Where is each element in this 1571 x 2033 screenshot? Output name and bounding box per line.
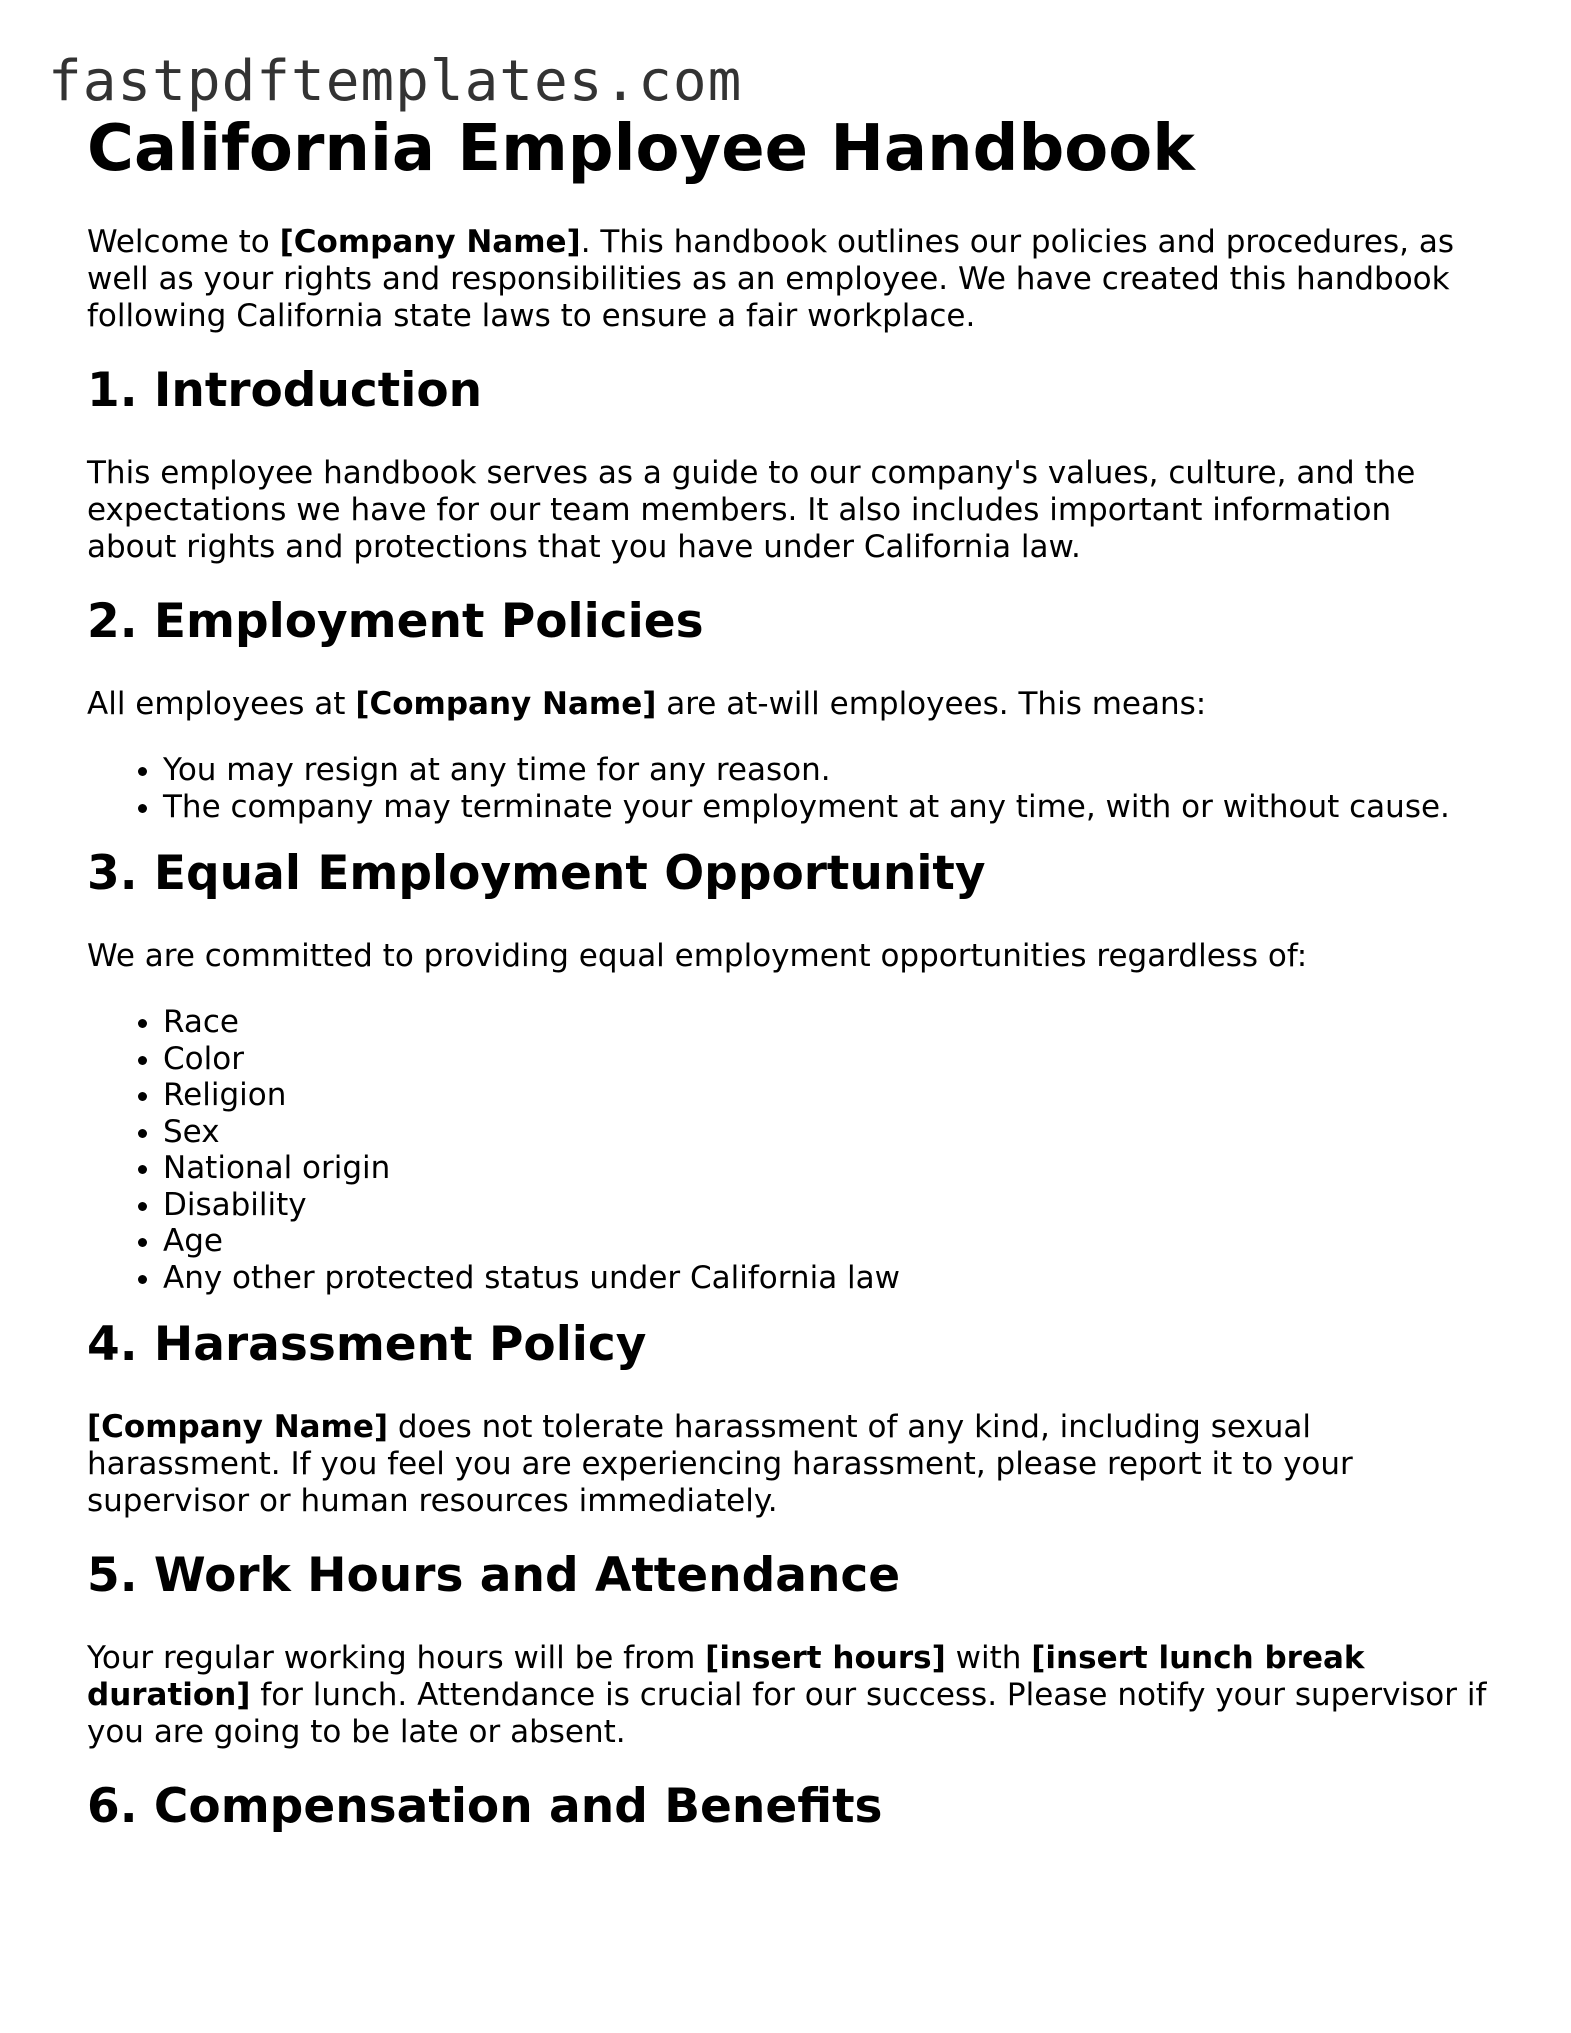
- list-item: • Sex: [163, 1114, 1487, 1151]
- lunch-break-placeholder: [insert lunch break duration]: [87, 1640, 1365, 1713]
- introduction-paragraph: This employee handbook serves as a guide to our company's values, culture, and the expectations we have for our team members. It also includes important information about rights and protections that you have under California law.: [87, 455, 1416, 565]
- list-item: • The company may terminate your employment at any time, with or without cause.: [163, 789, 1487, 826]
- section-heading-employment-policies: 2. Employment Policies: [87, 594, 704, 649]
- company-name-placeholder: [Company Name]: [87, 1409, 389, 1445]
- intro-text-before: Welcome to: [87, 224, 280, 260]
- list-item: • Religion: [163, 1077, 1487, 1114]
- section-heading-work-hours: 5. Work Hours and Attendance: [87, 1548, 901, 1603]
- company-name-placeholder: [Company Name]: [279, 224, 581, 260]
- list-item: • Color: [163, 1041, 1487, 1078]
- at-will-list: [87, 752, 1487, 825]
- document-title: California Employee Handbook: [87, 112, 1195, 186]
- section-heading-compensation: 6. Compensation and Benefits: [87, 1779, 883, 1834]
- hours-placeholder: [insert hours]: [705, 1640, 946, 1676]
- hours-text-after: for lunch. Attendance is crucial for our success. Please notify your supervisor if you are going to be late or absent.: [87, 1677, 1487, 1750]
- intro-paragraph: [87, 224, 1487, 335]
- section-heading-introduction: 1. Introduction: [87, 363, 483, 418]
- work-hours-paragraph: [87, 1640, 1487, 1751]
- hours-text-middle: with: [945, 1640, 1032, 1676]
- list-item: • You may resign at any time for any reason.: [163, 752, 1487, 789]
- list-item: • National origin: [163, 1150, 1487, 1187]
- list-item: • Age: [163, 1223, 1487, 1260]
- section-heading-equal-employment: 3. Equal Employment Opportunity: [87, 846, 986, 901]
- employment-text-before: All employees at: [87, 686, 356, 722]
- eeo-paragraph: We are committed to providing equal employment opportunities regardless of:: [87, 938, 1308, 974]
- employment-paragraph: [87, 686, 1487, 723]
- harassment-paragraph: [87, 1409, 1487, 1520]
- section-heading-harassment: 4. Harassment Policy: [87, 1317, 647, 1372]
- list-item: • Any other protected status under California law: [163, 1260, 1487, 1297]
- employment-text-after: are at-will employees. This means:: [656, 686, 1207, 722]
- hours-text-before: Your regular working hours will be from: [87, 1640, 706, 1676]
- list-item: • Disability: [163, 1187, 1487, 1224]
- intro-text-after: . This handbook outlines our policies and procedures, as well as your rights and responsibilities as an employee. We have created this handbook following California state laws to ensure a fair workplace.: [87, 224, 1455, 334]
- harassment-text: does not tolerate harassment of any kind, including sexual harassment. If you feel you are experiencing harassment, please report it to your supervisor or human resources immediately.: [87, 1409, 1353, 1519]
- company-name-placeholder: [Company Name]: [355, 686, 657, 722]
- list-item: • Race: [163, 1004, 1487, 1041]
- watermark: fastpdftemplates.com: [48, 49, 743, 114]
- protected-status-list: [87, 1004, 1487, 1296]
- document-page: [87, 108, 1487, 1837]
